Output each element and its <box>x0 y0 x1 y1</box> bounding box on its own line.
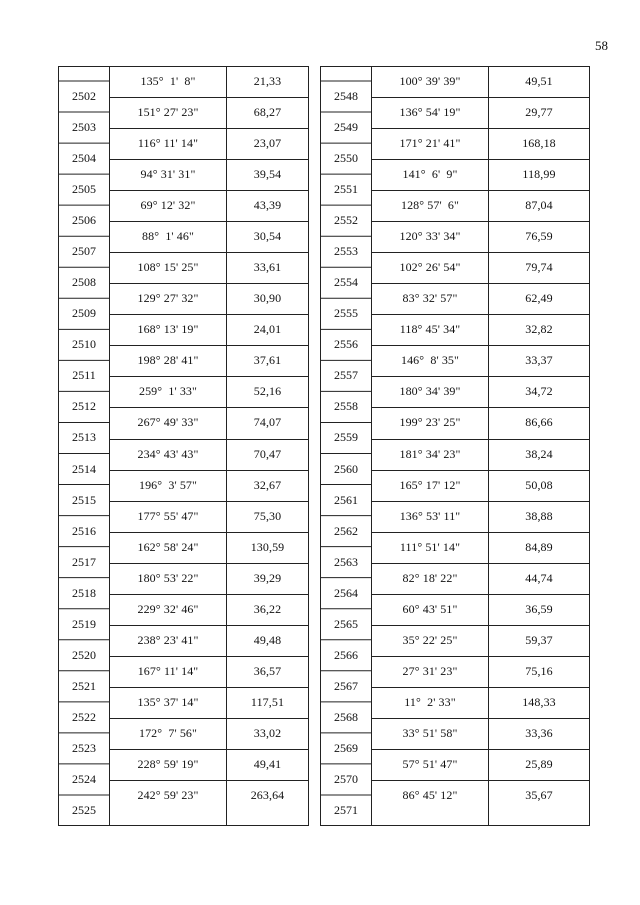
point-number-cell: 2517 <box>72 554 96 569</box>
distance-cell: 36,59 <box>525 601 553 616</box>
point-number-cell: 2520 <box>72 647 96 662</box>
angle-cell: 171° 21' 41" <box>399 136 461 151</box>
angle-cell: 136° 53' 11" <box>399 508 461 523</box>
distance-cell: 49,51 <box>525 74 553 89</box>
distance-cell: 33,02 <box>253 725 282 740</box>
distance-cell: 23,07 <box>253 136 282 151</box>
point-number-cell: 2560 <box>334 461 358 476</box>
point-number-cell: 2567 <box>334 678 358 693</box>
point-number-cell: 2571 <box>334 802 358 817</box>
distance-cell: 25,89 <box>525 756 553 771</box>
angle-cell: 33° 51' 58" <box>402 725 458 740</box>
distance-cell: 35,67 <box>525 787 553 802</box>
angle-cell: 57° 51' 47" <box>402 756 458 771</box>
angle-cell: 135° 1' 8" <box>140 74 196 89</box>
point-number-cell: 2502 <box>72 89 96 104</box>
angle-cell: 35° 22' 25" <box>402 632 458 647</box>
angle-cell: 100° 39' 39" <box>399 74 461 89</box>
angle-cell: 27° 31' 23" <box>402 663 458 678</box>
distance-cell: 148,33 <box>522 694 556 709</box>
distance-cell: 86,66 <box>525 415 553 430</box>
distance-cell: 33,37 <box>525 353 553 368</box>
distance-cell: 79,74 <box>525 260 553 275</box>
point-number-cell: 2558 <box>334 399 358 414</box>
point-number-cell: 2561 <box>334 492 358 507</box>
angle-cell: 198° 28' 41" <box>137 353 199 368</box>
distance-cell: 39,54 <box>253 167 282 182</box>
angle-cell: 141° 6' 9" <box>402 167 458 182</box>
angle-cell: 168° 13' 19" <box>137 322 199 337</box>
angle-cell: 128° 57' 6" <box>400 198 460 213</box>
point-number-cell: 2516 <box>72 523 96 538</box>
angle-cell: 177° 55' 47" <box>137 508 199 523</box>
point-number-cell: 2511 <box>72 368 96 383</box>
point-number-cell: 2564 <box>334 585 358 600</box>
point-number-cell: 2549 <box>334 120 358 135</box>
point-number-cell: 2519 <box>72 616 96 631</box>
angle-cell: 129° 27' 32" <box>137 291 199 306</box>
angle-cell: 136° 54' 19" <box>399 105 461 120</box>
point-number-cell: 2563 <box>334 554 358 569</box>
point-number-cell: 2506 <box>72 213 96 228</box>
angle-cell: 120° 33' 34" <box>399 229 461 244</box>
distance-cell: 74,07 <box>253 415 282 430</box>
point-number-cell: 2552 <box>334 213 358 228</box>
angle-cell: 242° 59' 23" <box>137 787 199 802</box>
point-number-cell: 2554 <box>334 275 358 290</box>
point-number-cell: 2553 <box>334 244 358 259</box>
angle-cell: 94° 31' 31" <box>140 167 196 182</box>
angle-cell: 199° 23' 25" <box>399 415 461 430</box>
angle-cell: 11° 2' 33" <box>404 694 456 709</box>
distance-cell: 44,74 <box>525 570 553 585</box>
point-number-cell: 2525 <box>72 802 96 817</box>
angle-cell: 172° 7' 56" <box>138 725 198 740</box>
distance-cell: 36,22 <box>253 601 282 616</box>
angle-cell: 118° 45' 34" <box>399 322 461 337</box>
distance-cell: 52,16 <box>253 384 282 399</box>
point-number-cell: 2508 <box>72 275 96 290</box>
distance-cell: 29,77 <box>525 105 553 120</box>
point-number-cell: 2548 <box>334 89 358 104</box>
point-number-cell: 2507 <box>72 244 96 259</box>
distance-cell: 33,61 <box>253 260 282 275</box>
angle-cell: 238° 23' 41" <box>137 632 199 647</box>
angle-cell: 82° 18' 22" <box>402 570 458 585</box>
point-number-cell: 2550 <box>334 151 358 166</box>
angle-cell: 267° 49' 33" <box>137 415 199 430</box>
distance-cell: 68,27 <box>253 105 282 120</box>
distance-cell: 263,64 <box>250 787 285 802</box>
angle-cell: 108° 15' 25" <box>137 260 199 275</box>
angle-cell: 259° 1' 33" <box>138 384 198 399</box>
point-number-cell: 2556 <box>334 337 358 352</box>
angle-cell: 229° 32' 46" <box>137 601 199 616</box>
distance-cell: 34,72 <box>525 384 553 399</box>
point-number-cell: 2557 <box>334 368 358 383</box>
distance-cell: 36,57 <box>253 663 282 678</box>
page-number: 58 <box>595 38 608 53</box>
point-number-cell: 2555 <box>334 306 358 321</box>
point-number-cell: 2569 <box>334 740 358 755</box>
point-number-cell: 2512 <box>72 399 96 414</box>
point-number-cell: 2551 <box>334 182 358 197</box>
distance-cell: 43,39 <box>253 198 282 213</box>
angle-cell: 111° 51' 14" <box>399 539 461 554</box>
point-number-cell: 2562 <box>334 523 358 538</box>
point-number-cell: 2503 <box>72 120 96 135</box>
point-number-cell: 2509 <box>72 306 96 321</box>
angle-cell: 88° 1' 46" <box>142 229 194 244</box>
point-number-cell: 2522 <box>72 709 96 724</box>
distance-cell: 33,36 <box>525 725 553 740</box>
angle-cell: 228° 59' 19" <box>137 756 199 771</box>
point-number-cell: 2518 <box>72 585 96 600</box>
angle-cell: 86° 45' 12" <box>402 787 458 802</box>
point-number-cell: 2570 <box>334 771 358 786</box>
point-number-cell: 2510 <box>72 337 96 352</box>
distance-cell: 130,59 <box>250 539 285 554</box>
angle-cell: 69° 12' 32" <box>140 198 196 213</box>
point-number-cell: 2524 <box>72 771 96 786</box>
distance-cell: 75,16 <box>525 663 553 678</box>
point-number-cell: 2513 <box>72 430 96 445</box>
angle-cell: 234° 43' 43" <box>137 446 199 461</box>
point-number-cell: 2505 <box>72 182 96 197</box>
angle-cell: 60° 43' 51" <box>402 601 458 616</box>
angle-cell: 180° 34' 39" <box>399 384 461 399</box>
point-number-cell: 2566 <box>334 647 358 662</box>
angle-cell: 146° 8' 35" <box>400 353 460 368</box>
angle-cell: 116° 11' 14" <box>137 136 199 151</box>
point-number-cell: 2521 <box>72 678 96 693</box>
angle-cell: 167° 11' 14" <box>137 663 199 678</box>
distance-cell: 168,18 <box>522 136 556 151</box>
distance-cell: 38,24 <box>525 446 553 461</box>
angle-cell: 135° 37' 14" <box>137 694 199 709</box>
distance-cell: 37,61 <box>253 353 282 368</box>
distance-cell: 39,29 <box>253 570 282 585</box>
point-number-cell: 2515 <box>72 492 96 507</box>
distance-cell: 87,04 <box>525 198 553 213</box>
distance-cell: 49,41 <box>253 756 282 771</box>
angle-cell: 162° 58' 24" <box>137 539 199 554</box>
distance-cell: 24,01 <box>253 322 282 337</box>
point-number-cell: 2514 <box>72 461 96 476</box>
angle-cell: 151° 27' 23" <box>137 105 199 120</box>
distance-cell: 62,49 <box>525 291 553 306</box>
point-number-cell: 2523 <box>72 740 96 755</box>
distance-cell: 70,47 <box>253 446 282 461</box>
distance-cell: 117,51 <box>250 694 285 709</box>
point-number-cell: 2504 <box>72 151 96 166</box>
point-number-cell: 2565 <box>334 616 358 631</box>
distance-cell: 49,48 <box>253 632 282 647</box>
distance-cell: 30,90 <box>253 291 282 306</box>
distance-cell: 38,88 <box>525 508 553 523</box>
angle-cell: 196° 3' 57" <box>138 477 198 492</box>
point-number-cell: 2568 <box>334 709 358 724</box>
survey-table-right <box>320 66 590 826</box>
angle-cell: 180° 53' 22" <box>137 570 199 585</box>
distance-cell: 50,08 <box>525 477 553 492</box>
distance-cell: 84,89 <box>525 539 553 554</box>
distance-cell: 76,59 <box>525 229 553 244</box>
distance-cell: 59,37 <box>525 632 553 647</box>
angle-cell: 83° 32' 57" <box>402 291 458 306</box>
point-number-cell: 2559 <box>334 430 358 445</box>
angle-cell: 165° 17' 12" <box>399 477 461 492</box>
distance-cell: 75,30 <box>253 508 282 523</box>
distance-cell: 32,82 <box>525 322 553 337</box>
distance-cell: 21,33 <box>253 74 282 89</box>
distance-cell: 118,99 <box>522 167 556 182</box>
distance-cell: 32,67 <box>253 477 282 492</box>
distance-cell: 30,54 <box>253 229 282 244</box>
survey-table-left <box>58 66 309 826</box>
angle-cell: 102° 26' 54" <box>399 260 461 275</box>
angle-cell: 181° 34' 23" <box>399 446 461 461</box>
